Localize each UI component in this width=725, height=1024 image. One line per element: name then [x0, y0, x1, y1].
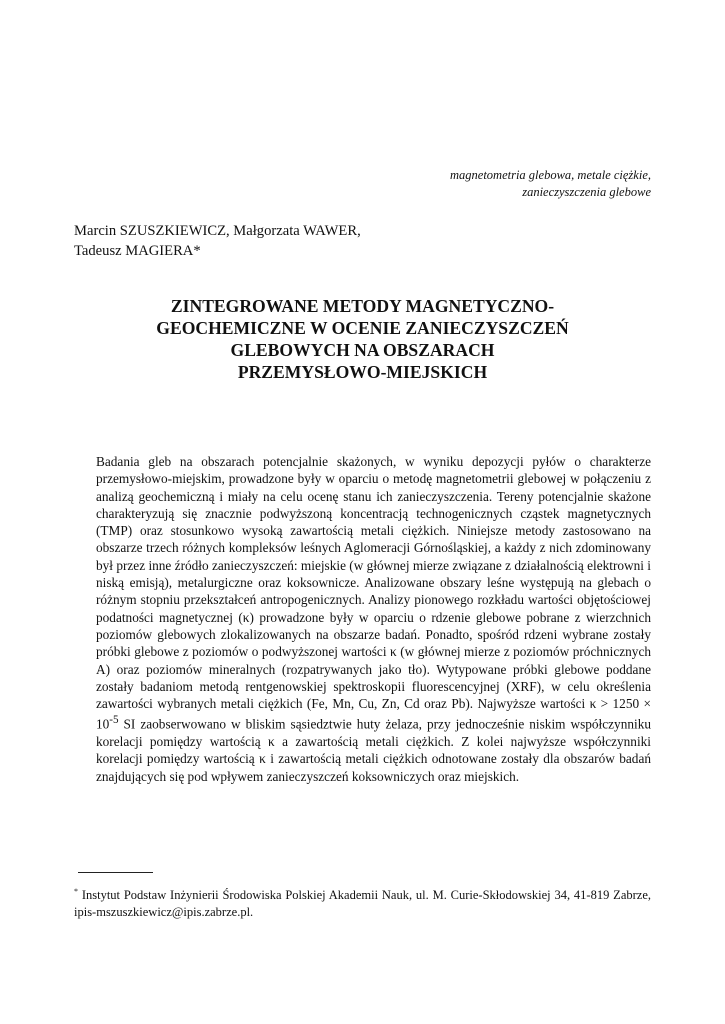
title-line-3: GLEBOWYCH NA OBSZARACH — [230, 340, 495, 360]
title-line-4: PRZEMYSŁOWO-MIEJSKICH — [237, 362, 488, 382]
footnote — [74, 883, 651, 921]
footnote-text: Instytut Podstaw Inżynierii Środowiska Polskiej Akademii Nauk, ul. M. Curie-Skłodowskiej 34, 41-819 Zabrze, ipis-mszuszkiewicz@ipis.zabrze.pl. — [74, 888, 651, 920]
abstract-exponent: -5 — [109, 714, 119, 727]
keywords-line-1: magnetometria glebowa, metale ciężkie, — [450, 168, 651, 182]
footnote-mark: * — [74, 887, 78, 896]
footnote-divider — [78, 872, 153, 873]
title-line-1: ZINTEGROWANE METODY MAGNETYCZNO- — [170, 296, 555, 316]
keywords — [450, 167, 651, 201]
keywords-line-2: zanieczyszczenia glebowe — [522, 185, 651, 199]
authors-line-1: Marcin SZUSZKIEWICZ, Małgorzata WAWER, — [74, 223, 361, 239]
title-line-2: GEOCHEMICZNE W OCENIE ZANIECZYSZCZEŃ — [156, 318, 569, 338]
abstract-part-1: Badania gleb na obszarach potencjalnie skażonych, w wyniku depozycji pyłów o charakterze przemysłowo-miejskim, prowadzone były w oparciu o metodę magnetometrii glebowej w połączeniu z analizą geochemiczną i miały na celu ocenę stanu ich zanieczyszczenia. Tereny potencjalnie skażone charakteryzują się znacznie podwyższoną koncentracją technogenicznych cząstek magnetycznych (TMP) oraz stosunkowo wysoką zawartością metali ciężkich. Niniejsze metody zastosowano na obszarze trzech różnych kompleksów leśnych Aglomeracji Górnośląskiej, a każdy z nich zdominowany był przez inne źródło zanieczyszczeń: miejskie (w głównej mierze związane z działalnością elektrowni i niską emisją), metalurgiczne oraz koksownicze. Analizowane obszary leśne występują na glebach o różnym stopniu przekształceń antropogenicznych. Analizy pionowego rozkładu wartości objętościowej podatności magnetycznej (κ) prowadzone były w oparciu o rdzenie glebowe pobrane z wierzchnich poziomów glebowych zlokalizowanych na obszarze badań. Ponadto, spośród rdzeni wybrane zostały próbki glebowe z poziomów o podwyższonej wartości κ (w głównej mierze z poziomów próchnicznych A) oraz poziomów mineralnych (rozpatrywanych jako tło). Wytypowane próbki glebowe poddane zostały badaniom metodą rentgenowskiej spektroskopii fluorescencyjnej (XRF), w celu określenia zawartości wybranych metali ciężkich (Fe, Mn, Cu, Zn, Cd oraz Pb). Najwyższe wartości κ > 1250 × 10 — [96, 454, 651, 732]
authors-line-2: Tadeusz MAGIERA* — [74, 243, 201, 259]
authors — [74, 221, 361, 261]
abstract — [96, 453, 651, 785]
paper-title — [74, 295, 651, 383]
abstract-part-2: SI zaobserwowano w bliskim sąsiedztwie huty żelaza, przy jednocześnie niskim współczynniku korelacji pomiędzy wartością κ a zawartością metali ciężkich. Z kolei najwyższe współczynniki korelacji pomiędzy wartością κ i zawartością metali ciężkich odnotowane zostały dla obszarów badań znajdujących się pod wpływem zanieczyszczeń koksowniczych oraz miejskich. — [96, 716, 651, 784]
